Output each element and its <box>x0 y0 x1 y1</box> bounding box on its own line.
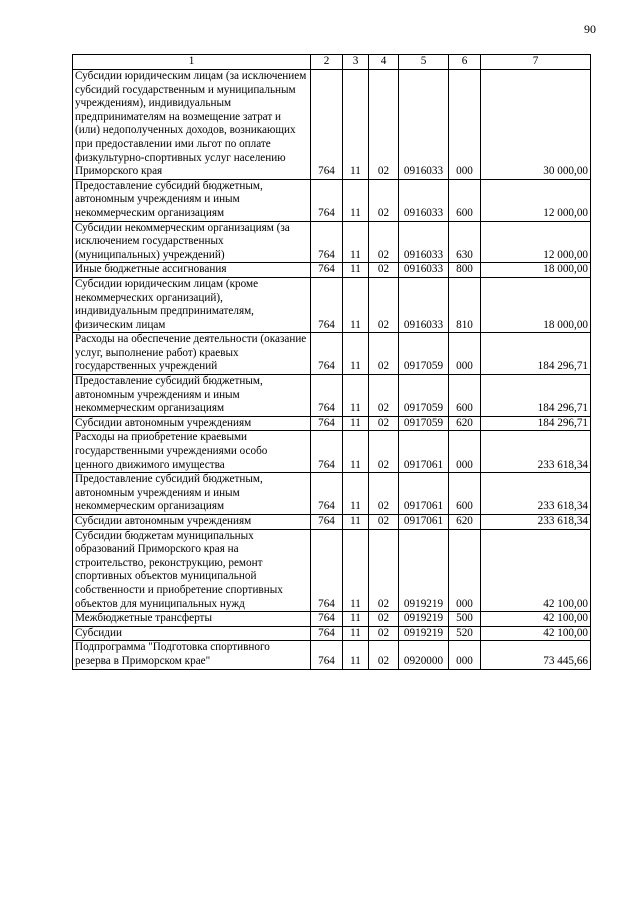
row-code-c4: 02 <box>369 431 399 473</box>
row-amount: 184 296,71 <box>481 333 591 375</box>
row-code-c4: 02 <box>369 612 399 627</box>
row-code-c2: 764 <box>311 277 343 332</box>
row-code-c5: 0917061 <box>399 473 449 515</box>
row-code-c3: 11 <box>343 333 369 375</box>
row-amount: 42 100,00 <box>481 529 591 612</box>
column-header: 4 <box>369 55 399 70</box>
table-row <box>73 375 591 417</box>
row-code-c6: 000 <box>449 529 481 612</box>
table-row <box>73 263 591 278</box>
row-code-c2: 764 <box>311 263 343 278</box>
row-amount: 30 000,00 <box>481 70 591 180</box>
row-code-c4: 02 <box>369 473 399 515</box>
row-code-c5: 0919219 <box>399 529 449 612</box>
table-header-row <box>73 55 591 70</box>
row-code-c2: 764 <box>311 641 343 669</box>
row-description: Расходы на приобретение краевыми государственными учреждениями особо ценного движимого имущества <box>73 431 311 473</box>
table-row <box>73 179 591 221</box>
row-code-c6: 600 <box>449 179 481 221</box>
row-amount: 12 000,00 <box>481 179 591 221</box>
row-code-c6: 600 <box>449 375 481 417</box>
column-header: 1 <box>73 55 311 70</box>
row-amount: 233 618,34 <box>481 515 591 530</box>
row-code-c5: 0916033 <box>399 277 449 332</box>
row-description: Расходы на обеспечение деятельности (оказание услуг, выполнение работ) краевых государственных учреждений <box>73 333 311 375</box>
row-code-c3: 11 <box>343 612 369 627</box>
row-code-c3: 11 <box>343 179 369 221</box>
row-code-c3: 11 <box>343 431 369 473</box>
row-code-c3: 11 <box>343 416 369 431</box>
row-code-c2: 764 <box>311 221 343 263</box>
row-code-c3: 11 <box>343 375 369 417</box>
page-number: 90 <box>584 22 596 36</box>
table-row <box>73 612 591 627</box>
column-header: 2 <box>311 55 343 70</box>
column-header: 5 <box>399 55 449 70</box>
row-code-c5: 0917059 <box>399 333 449 375</box>
column-header: 6 <box>449 55 481 70</box>
row-code-c5: 0916033 <box>399 263 449 278</box>
row-description: Предоставление субсидий бюджетным, автономным учреждениям и иным некоммерческим организациям <box>73 473 311 515</box>
row-code-c4: 02 <box>369 263 399 278</box>
row-code-c2: 764 <box>311 179 343 221</box>
row-code-c4: 02 <box>369 626 399 641</box>
row-amount: 18 000,00 <box>481 277 591 332</box>
row-amount: 184 296,71 <box>481 416 591 431</box>
row-description: Иные бюджетные ассигнования <box>73 263 311 278</box>
row-description: Предоставление субсидий бюджетным, автономным учреждениям и иным некоммерческим организациям <box>73 375 311 417</box>
row-code-c2: 764 <box>311 70 343 180</box>
row-code-c4: 02 <box>369 179 399 221</box>
table-row <box>73 221 591 263</box>
row-code-c4: 02 <box>369 333 399 375</box>
table-row <box>73 626 591 641</box>
row-amount: 73 445,66 <box>481 641 591 669</box>
row-code-c5: 0916033 <box>399 221 449 263</box>
row-code-c2: 764 <box>311 431 343 473</box>
row-code-c5: 0916033 <box>399 70 449 180</box>
row-code-c5: 0916033 <box>399 179 449 221</box>
row-description: Субсидии бюджетам муниципальных образований Приморского края на строительство, реконструкцию, ремонт спортивных объектов муниципальной собственности и приобретение спортивных объектов для муниципальных нужд <box>73 529 311 612</box>
column-header: 3 <box>343 55 369 70</box>
row-description: Межбюджетные трансферты <box>73 612 311 627</box>
row-amount: 233 618,34 <box>481 431 591 473</box>
row-code-c2: 764 <box>311 515 343 530</box>
row-description: Субсидии автономным учреждениям <box>73 416 311 431</box>
table-row <box>73 515 591 530</box>
row-code-c4: 02 <box>369 221 399 263</box>
row-amount: 233 618,34 <box>481 473 591 515</box>
row-amount: 42 100,00 <box>481 626 591 641</box>
row-amount: 18 000,00 <box>481 263 591 278</box>
row-code-c3: 11 <box>343 70 369 180</box>
row-description: Субсидии некоммерческим организациям (за исключением государственных (муниципальных) учреждений) <box>73 221 311 263</box>
row-code-c4: 02 <box>369 375 399 417</box>
row-code-c3: 11 <box>343 626 369 641</box>
row-code-c2: 764 <box>311 416 343 431</box>
row-code-c4: 02 <box>369 641 399 669</box>
row-code-c5: 0917059 <box>399 375 449 417</box>
table-row <box>73 431 591 473</box>
row-code-c6: 000 <box>449 431 481 473</box>
row-code-c2: 764 <box>311 529 343 612</box>
column-header: 7 <box>481 55 591 70</box>
row-amount: 12 000,00 <box>481 221 591 263</box>
row-code-c6: 620 <box>449 515 481 530</box>
row-amount: 42 100,00 <box>481 612 591 627</box>
row-description: Субсидии юридическим лицам (за исключением субсидий государственным и муниципальным учреждениям), индивидуальным предпринимателям на возмещение затрат и (или) недополученных доходов, возникающих при предоставлении ими льгот по оплате физкультурно-спортивных услуг населению Приморского края <box>73 70 311 180</box>
row-code-c4: 02 <box>369 416 399 431</box>
row-code-c5: 0917061 <box>399 515 449 530</box>
row-description: Субсидии автономным учреждениям <box>73 515 311 530</box>
row-code-c6: 000 <box>449 641 481 669</box>
row-code-c2: 764 <box>311 375 343 417</box>
row-code-c6: 630 <box>449 221 481 263</box>
table-row <box>73 529 591 612</box>
row-code-c6: 000 <box>449 70 481 180</box>
row-code-c6: 000 <box>449 333 481 375</box>
row-code-c5: 0917061 <box>399 431 449 473</box>
row-code-c5: 0920000 <box>399 641 449 669</box>
row-code-c4: 02 <box>369 70 399 180</box>
row-code-c5: 0919219 <box>399 612 449 627</box>
row-code-c2: 764 <box>311 612 343 627</box>
row-code-c3: 11 <box>343 473 369 515</box>
row-code-c3: 11 <box>343 221 369 263</box>
budget-table <box>72 54 591 670</box>
table-row <box>73 70 591 180</box>
table-row <box>73 416 591 431</box>
row-code-c2: 764 <box>311 333 343 375</box>
row-code-c6: 620 <box>449 416 481 431</box>
row-code-c5: 0917059 <box>399 416 449 431</box>
row-code-c5: 0919219 <box>399 626 449 641</box>
row-description: Субсидии <box>73 626 311 641</box>
row-description: Субсидии юридическим лицам (кроме некоммерческих организаций), индивидуальным предпринимателям, физическим лицам <box>73 277 311 332</box>
row-code-c3: 11 <box>343 277 369 332</box>
row-code-c3: 11 <box>343 641 369 669</box>
row-code-c3: 11 <box>343 515 369 530</box>
row-code-c6: 800 <box>449 263 481 278</box>
row-code-c3: 11 <box>343 263 369 278</box>
table-row <box>73 277 591 332</box>
row-description: Подпрограмма "Подготовка спортивного резерва в Приморском крае" <box>73 641 311 669</box>
row-code-c6: 520 <box>449 626 481 641</box>
row-code-c6: 810 <box>449 277 481 332</box>
table-row <box>73 333 591 375</box>
row-code-c2: 764 <box>311 626 343 641</box>
row-code-c2: 764 <box>311 473 343 515</box>
row-amount: 184 296,71 <box>481 375 591 417</box>
row-code-c6: 500 <box>449 612 481 627</box>
row-code-c4: 02 <box>369 529 399 612</box>
table-row <box>73 641 591 669</box>
row-code-c4: 02 <box>369 515 399 530</box>
row-code-c4: 02 <box>369 277 399 332</box>
row-code-c3: 11 <box>343 529 369 612</box>
row-description: Предоставление субсидий бюджетным, автономным учреждениям и иным некоммерческим организациям <box>73 179 311 221</box>
row-code-c6: 600 <box>449 473 481 515</box>
table-row <box>73 473 591 515</box>
